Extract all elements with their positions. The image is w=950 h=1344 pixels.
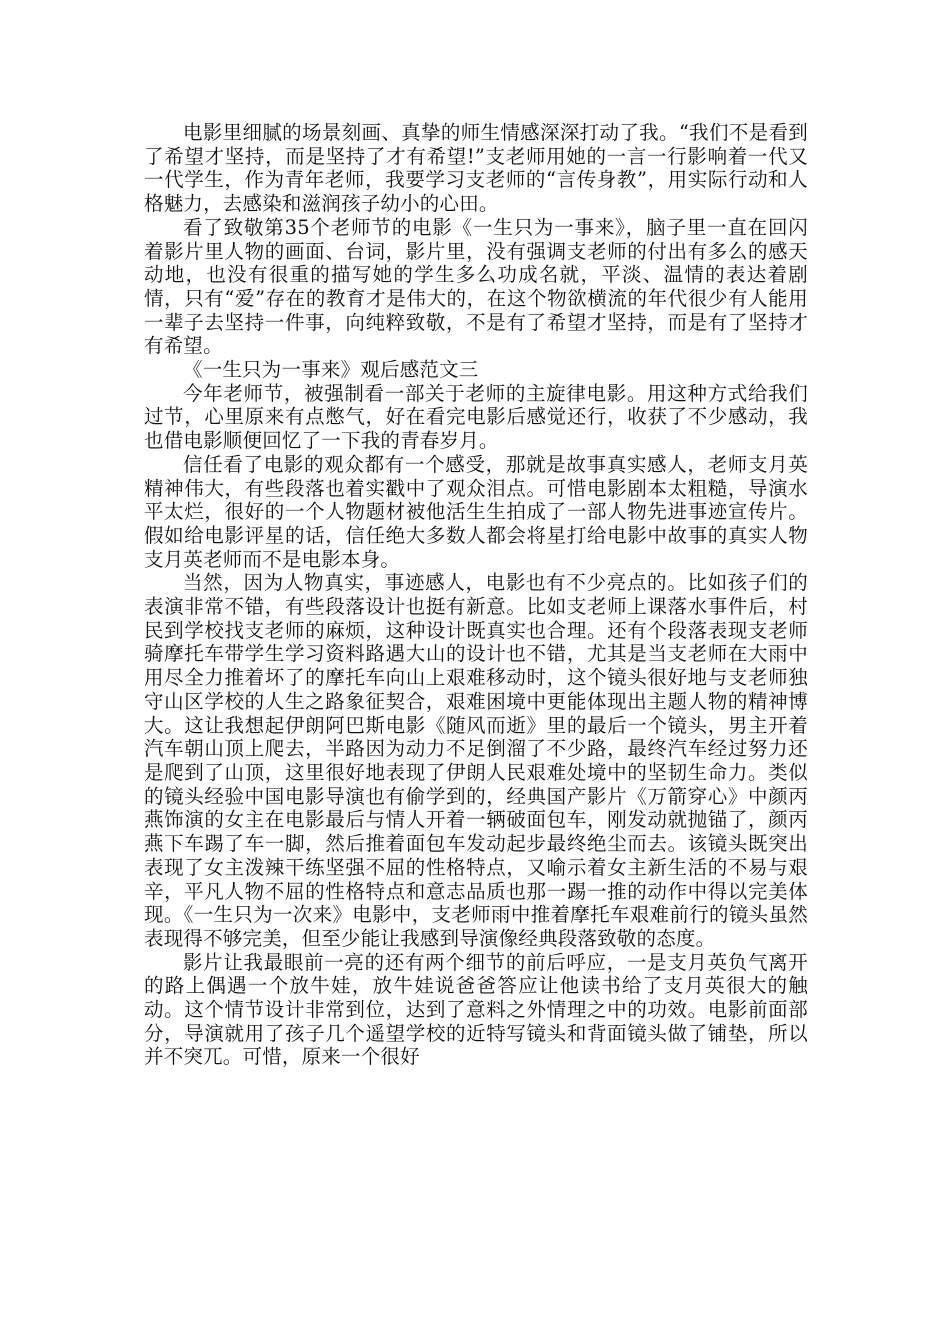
paragraph-2: 看了致敬第35个老师节的电影《一生只为一事来》，脑子里一直在回闪着影片里人物的画面、台词，影片里，没有强调支老师的付出有多么的感天动地，也没有很重的描写她的学生多么功成名就，平淡、温情的表达着剧情，只有“爱”存在的教育才是伟大的，在这个物欲横流的年代很少有人能用一辈子去坚持一件事，向纯粹致敬，不是有了希望才坚持，而是有了坚持才有希望。 bbox=[144, 215, 808, 358]
document-body bbox=[144, 121, 808, 1069]
paragraph-5: 当然，因为人物真实，事迹感人，电影也有不少亮点的。比如孩子们的表演非常不错，有些段落设计也挺有新意。比如支老师上课落水事件后，村民到学校找支老师的麻烦，这种设计既真实也合理。还有个段落表现支老师骑摩托车带学生学习资料路遇大山的设计也不错，尤其是当支老师在大雨中用尽全力推着坏了的摩托车向山上艰难移动时，这个镜头很好地与支老师独守山区学校的人生之路象征契合，艰难困境中更能体现出主题人物的精神博大。这让我想起伊朗阿巴斯电影《随风而逝》里的最后一个镜头，男主开着汽车朝山顶上爬去，半路因为动力不足倒溜了不少路，最终汽车经过努力还是爬到了山顶，这里很好地表现了伊朗人民艰难处境中的坚韧生命力。类似的镜头经验中国电影导演也有偷学到的，经典国产影片《万箭穿心》中颜丙燕饰演的女主在电影最后与情人开着一辆破面包车，刚发动就抛锚了，颜丙燕下车踢了车一脚，然后推着面包车发动起步最终绝尘而去。该镜头既突出表现了女主泼辣干练坚强不屈的性格特点，又喻示着女主新生活的不易与艰辛，平凡人物不屈的性格特点和意志品质也那一踢一推的动作中得以完美体现。《一生只为一次来》电影中，支老师雨中推着摩托车艰难前行的镜头虽然表现得不够完美，但至少能让我感到导演像经典段落致敬的态度。 bbox=[144, 571, 808, 950]
section-heading: 《一生只为一事来》观后感范文三 bbox=[183, 358, 479, 382]
paragraph-1: 电影里细腻的场景刻画、真挚的师生情感深深打动了我。“我们不是看到了希望才坚持，而是坚持了才有希望!”支老师用她的一言一行影响着一代又一代学生，作为青年老师，我要学习支老师的“言传身教”，用实际行动和人格魅力，去感染和滋润孩子幼小的心田。 bbox=[144, 121, 808, 216]
paragraph-3: 今年老师节，被强制看一部关于老师的主旋律电影。用这种方式给我们过节，心里原来有点憋气，好在看完电影后感觉还行，收获了不少感动，我也借电影顺便回忆了一下我的青春岁月。 bbox=[144, 381, 808, 453]
paragraph-6: 影片让我最眼前一亮的还有两个细节的前后呼应，一是支月英负气离开的路上偶遇一个放牛娃，放牛娃说爸爸答应让他读书给了支月英很大的触动。这个情节设计非常到位，达到了意料之外情理之中的功效。电影前面部分，导演就用了孩子几个遥望学校的近特写镜头和背面镜头做了铺垫，所以并不突兀。可惜，原来一个很好 bbox=[144, 950, 808, 1069]
paragraph-4: 信任看了电影的观众都有一个感受，那就是故事真实感人，老师支月英精神伟大，有些段落也着实戳中了观众泪点。可惜电影剧本太粗糙，导演水平太烂，很好的一个人物题材被他活生生拍成了一部人物先进事迹宣传片。假如给电影评星的话，信任绝大多数人都会将星打给电影中故事的真实人物支月英老师而不是电影本身。 bbox=[144, 452, 808, 571]
